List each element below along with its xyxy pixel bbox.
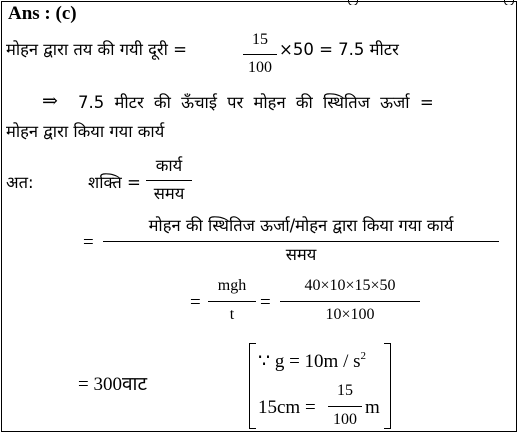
power-result [78,374,147,396]
implies-arrow: ⇒ [42,91,58,112]
fraction-denominator: 100 [333,411,357,428]
fraction-bar [328,406,362,407]
power-result-text: = 300वाट [78,374,148,395]
length-conversion-label: 15cm = [258,397,316,418]
fraction-numerator: 15 [252,31,268,48]
fraction-bar [103,241,499,242]
potential-energy-line: 7.5 मीटर की ऊँचाई पर मोहन की स्थितिज ऊर्जा = [78,93,434,112]
power-fraction [146,155,192,205]
fraction-numerator: 40×10×15×50 [304,277,396,294]
right-bracket [384,343,391,429]
unit-meter: m [365,397,380,418]
fraction-numerator: मोहन की स्थितिज ऊर्जा/मोहन द्वारा किया गया कार्य [148,216,454,235]
energy-fraction [103,215,499,265]
gravity-value: g = 10m / s [274,351,361,372]
given-gravity [258,351,366,373]
fraction-bar [243,54,277,55]
equals-sign: = [260,292,271,313]
equals-sign: = [190,292,201,313]
answer-heading: Ans : (c) [8,3,77,24]
conversion-fraction [328,380,362,430]
mgh-fraction [208,275,256,325]
fraction-denominator: समय [285,245,317,264]
left-bracket [249,343,256,429]
distance-result: ×50 = 7.5 मीटर [279,40,399,59]
numeric-fraction [280,275,420,325]
power-label: शक्ति = [88,173,141,192]
fraction-denominator: 10×100 [325,306,375,323]
fraction-numerator: 15 [337,382,353,399]
fraction-numerator: mgh [217,277,247,294]
fraction-numerator: कार्य [155,156,183,175]
fraction-bar [280,301,420,302]
fraction-denominator: 100 [248,59,272,76]
work-done-line: मोहन द्वारा किया गया कार्य [6,122,165,141]
fraction-bar [146,180,192,181]
distance-label: मोहन द्वारा तय की गयी दूरी = [6,40,187,59]
top-border-fragment [346,0,516,5]
because-symbol: ∵ [258,351,271,372]
fraction-bar [208,301,256,302]
equals-sign: = [83,232,94,253]
fraction-denominator: समय [153,184,185,203]
exponent: 2 [360,350,367,362]
therefore-label: अत: [6,173,34,192]
distance-fraction [243,30,277,80]
fraction-denominator: t [229,306,235,323]
